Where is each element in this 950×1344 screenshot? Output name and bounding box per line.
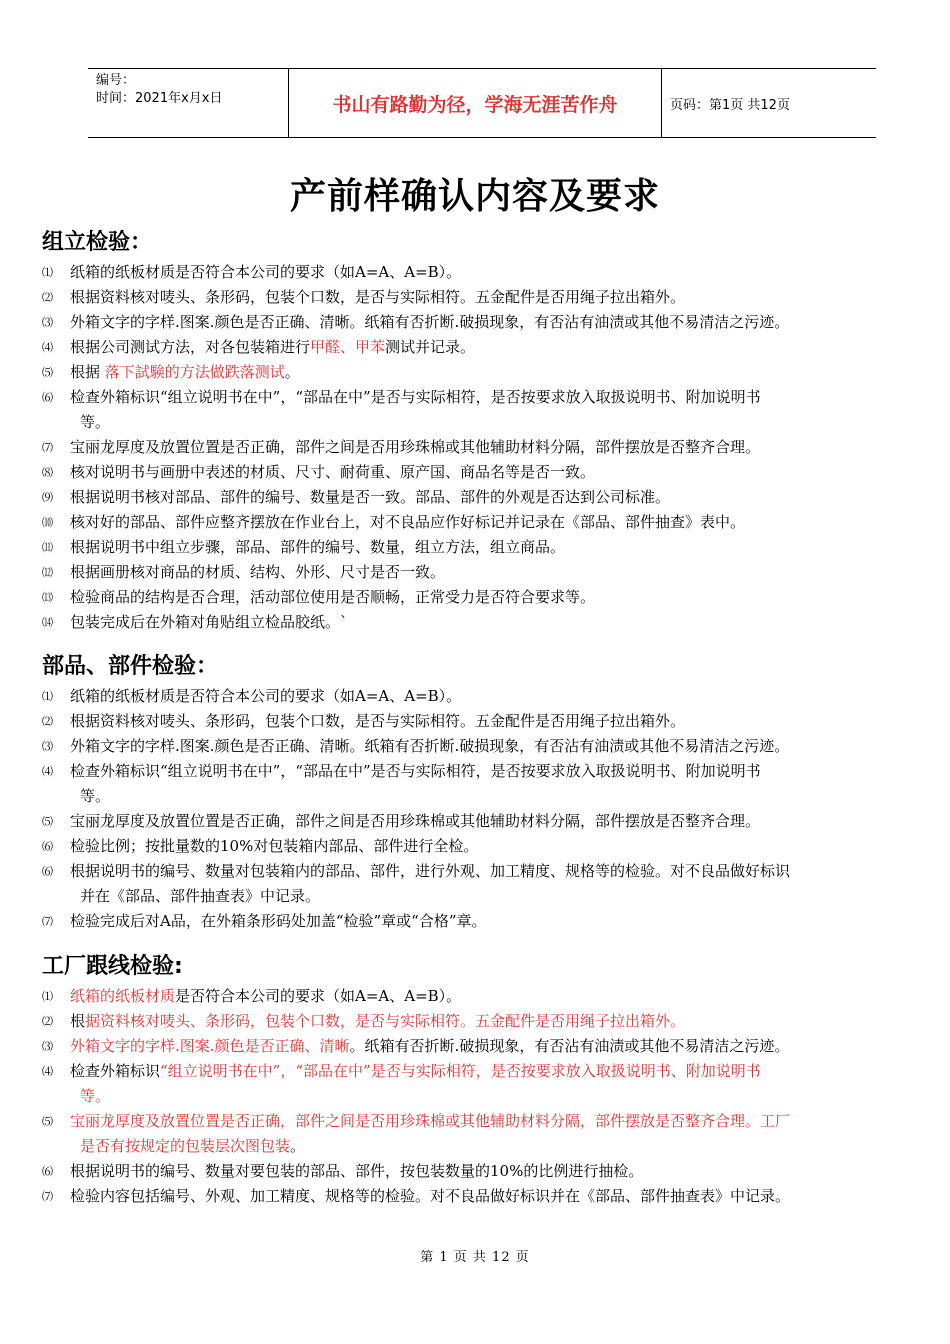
item-number: ⑶ <box>42 1040 53 1053</box>
item-continuation <box>70 1084 920 1109</box>
item-text-plain: 。 <box>290 1137 306 1155</box>
item-number: ⑹ <box>42 865 53 878</box>
item-text-plain: 根据画册核对商品的材质、结构、外形、尺寸是否一致。 <box>70 563 446 581</box>
item-text <box>70 834 920 859</box>
item-text <box>70 809 920 834</box>
item-number: ⑴ <box>42 990 53 1003</box>
list-item <box>0 610 950 635</box>
section-title: 部品、部件检验： <box>42 654 219 679</box>
item-text-plain: 检查外箱标识“组立说明书在中”，“部品在中”是否与实际相符，是否按要求放入取扱说明书、附加说明书 <box>70 762 761 780</box>
item-number: ⑵ <box>42 715 53 728</box>
list-item <box>0 335 950 360</box>
header-meta <box>88 69 288 137</box>
item-text <box>70 460 920 485</box>
item-text-plain: 根据资料核对唛头、条形码，包装个口数，是否与实际相符。五金配件是否用绳子拉出箱外。 <box>70 288 686 306</box>
list-item <box>0 1184 950 1209</box>
item-text-plain: 宝丽龙厚度及放置位置是否正确，部件之间是否用珍珠棉或其他辅助材料分隔，部件摆放是否整齐合理。 <box>70 438 761 456</box>
item-number: ⑺ <box>42 441 53 454</box>
item-text <box>70 1159 920 1184</box>
list-item <box>0 1009 950 1034</box>
list-item <box>0 360 950 385</box>
item-text <box>70 310 920 335</box>
list-item <box>0 1059 950 1109</box>
item-list <box>0 684 950 934</box>
item-number: ⑿ <box>42 566 53 579</box>
item-text-highlight: 落下試験的方法做跌落测试 <box>104 363 285 381</box>
item-text-highlight: 甲醛、甲苯 <box>310 338 386 356</box>
list-item <box>0 1159 950 1184</box>
item-text-plain: 根据说明书的编号、数量对要包装的部品、部件，按包装数量的10%的比例进行抽检。 <box>70 1162 644 1180</box>
list-item <box>0 834 950 859</box>
item-text <box>70 485 920 510</box>
item-text-plain: 外箱文字的字样.图案.颜色是否正确、清晰。纸箱有否折断.破损现象，有否沾有油渍或其他不易清洁之污迹。 <box>70 737 790 755</box>
item-text-plain: 检验比例；按批量数的10%对包装箱内部品、部件进行全检。 <box>70 837 479 855</box>
item-text-plain: 宝丽龙厚度及放置位置是否正确，部件之间是否用珍珠棉或其他辅助材料分隔，部件摆放是否整齐合理。 <box>70 812 761 830</box>
item-number: ⑺ <box>42 1190 53 1203</box>
section-title: 组立检验： <box>42 230 153 255</box>
list-item <box>0 984 950 1009</box>
section-parts-inspection <box>0 650 950 934</box>
item-text <box>70 759 920 784</box>
list-item <box>0 435 950 460</box>
list-item <box>0 684 950 709</box>
list-item <box>0 385 950 435</box>
item-text-plain: 是否符合本公司的要求（如A=A、A=B）。 <box>175 987 462 1005</box>
item-continuation <box>70 784 920 809</box>
item-number: ⑾ <box>42 541 53 554</box>
list-item <box>0 1109 950 1159</box>
item-list <box>0 984 950 1209</box>
item-text-highlight: 是否有按规定的包装层次图包装 <box>80 1137 291 1155</box>
list-item <box>0 809 950 834</box>
item-number: ⑴ <box>42 690 53 703</box>
item-number: ⑸ <box>42 1115 53 1128</box>
item-text-plain: 。 <box>284 363 300 381</box>
list-item <box>0 585 950 610</box>
item-text <box>70 1034 920 1059</box>
item-text <box>70 1184 920 1209</box>
item-text-highlight: 等。 <box>80 1087 111 1105</box>
list-item <box>0 260 950 285</box>
header-table <box>88 68 876 138</box>
item-text-plain: 纸箱的纸板材质是否符合本公司的要求（如A=A、A=B）。 <box>70 687 462 705</box>
item-text <box>70 1009 920 1034</box>
list-item <box>0 560 950 585</box>
list-item <box>0 909 950 934</box>
item-text <box>70 560 920 585</box>
item-text-plain: 根据资料核对唛头、条形码，包装个口数，是否与实际相符。五金配件是否用绳子拉出箱外。 <box>70 712 686 730</box>
list-item <box>0 734 950 759</box>
item-text-highlight: 纸箱的纸板材质 <box>70 987 176 1005</box>
item-text-plain: 根据说明书的编号、数量对包装箱内的部品、部件，进行外观、加工精度、规格等的检验。对不良品做好标识 <box>70 862 791 880</box>
item-text <box>70 684 920 709</box>
item-text <box>70 385 920 410</box>
code-label: 编号： <box>96 73 136 88</box>
item-text-highlight: 据资料核对唛头、条形码，包装个口数，是否与实际相符。五金配件是否用绳子拉出箱外。 <box>85 1012 686 1030</box>
document-title: 产前样确认内容及要求 <box>289 176 660 217</box>
list-item <box>0 460 950 485</box>
item-number: ⑵ <box>42 1015 53 1028</box>
item-number: ⑵ <box>42 291 53 304</box>
list-item <box>0 510 950 535</box>
item-text-plain: 。纸箱有否折断.破损现象，有否沾有油渍或其他不易清洁之污迹。 <box>349 1037 790 1055</box>
item-number: ⑷ <box>42 341 53 354</box>
time-label: 时间：2021年x月x日 <box>96 91 223 106</box>
item-text-plain: 等。 <box>80 787 111 805</box>
item-text <box>70 709 920 734</box>
item-text <box>70 859 920 884</box>
item-number: ⑸ <box>42 815 53 828</box>
list-item <box>0 859 950 909</box>
list-item <box>0 285 950 310</box>
section-title: 工厂跟线检验: <box>42 954 183 979</box>
item-text-plain: 纸箱的纸板材质是否符合本公司的要求（如A=A、A=B）。 <box>70 263 462 281</box>
item-list <box>0 260 950 635</box>
item-text-highlight: 宝丽龙厚度及放置位置是否正确，部件之间是否用珍珠棉或其他辅助材料分隔，部件摆放是否整齐合理。工厂 <box>70 1112 791 1130</box>
item-number: ⑴ <box>42 266 53 279</box>
page-footer: 第 1 页 共 12 页 <box>420 1250 530 1265</box>
item-text-plain: 核对说明书与画册中表述的材质、尺寸、耐荷重、原产国、商品名等是否一致。 <box>70 463 596 481</box>
item-text-plain: 根据说明书中组立步骤，部品、部件的编号、数量，组立方法，组立商品。 <box>70 538 566 556</box>
item-text-plain: 核对好的部品、部件应整齐摆放在作业台上，对不良品应作好标记并记录在《部品、部件抽查》表中。 <box>70 513 746 531</box>
item-text <box>70 360 920 385</box>
item-text <box>70 435 920 460</box>
list-item <box>0 709 950 734</box>
item-text-plain: 外箱文字的字样.图案.颜色是否正确、清晰。纸箱有否折断.破损现象，有否沾有油渍或其他不易清洁之污迹。 <box>70 313 790 331</box>
item-number: ⒀ <box>42 591 53 604</box>
item-number: ⑽ <box>42 516 53 529</box>
item-text-highlight: 外箱文字的字样.图案.颜色是否正确、清晰 <box>70 1037 350 1055</box>
item-continuation <box>70 884 920 909</box>
item-text <box>70 734 920 759</box>
item-number: ⑷ <box>42 1065 53 1078</box>
item-text <box>70 984 920 1009</box>
item-continuation <box>70 1134 920 1159</box>
item-text <box>70 585 920 610</box>
item-text <box>70 260 920 285</box>
item-number: ⑶ <box>42 740 53 753</box>
item-text <box>70 909 920 934</box>
item-text <box>70 510 920 535</box>
list-item <box>0 485 950 510</box>
list-item <box>0 759 950 809</box>
section-assembly-inspection <box>0 226 950 635</box>
item-text-plain: 根据公司测试方法，对各包装箱进行 <box>70 338 311 356</box>
list-item <box>0 535 950 560</box>
item-number: ⑹ <box>42 391 53 404</box>
item-text <box>70 610 920 635</box>
item-text-plain: 根据 <box>70 363 105 381</box>
item-number: ⑸ <box>42 366 53 379</box>
item-text <box>70 285 920 310</box>
header-motto: 书山有路勤为径，学海无涯苦作舟 <box>288 69 662 137</box>
list-item <box>0 1034 950 1059</box>
item-text <box>70 335 920 360</box>
section-factory-inspection <box>0 950 950 1209</box>
item-text-highlight: “组立说明书在中”，“部品在中”是否与实际相符，是否按要求放入取扱说明书、附加说明书 <box>160 1062 761 1080</box>
item-text-plain: 根 <box>70 1012 86 1030</box>
item-continuation <box>70 410 920 435</box>
item-number: ⑼ <box>42 491 53 504</box>
item-text <box>70 535 920 560</box>
item-text-plain: 检验商品的结构是否合理，活动部位使用是否顺畅，正常受力是否符合要求等。 <box>70 588 596 606</box>
item-text-plain: 根据说明书核对部品、部件的编号、数量是否一致。部品、部件的外观是否达到公司标准。 <box>70 488 671 506</box>
item-text-plain: 并在《部品、部件抽查表》中记录。 <box>80 887 321 905</box>
item-number: ⑹ <box>42 1165 53 1178</box>
header-page-code: 页码：第1页 共12页 <box>670 97 790 113</box>
item-number: ⑷ <box>42 765 53 778</box>
item-text-plain: 等。 <box>80 413 111 431</box>
item-text <box>70 1059 920 1084</box>
item-text <box>70 1109 920 1134</box>
item-text-plain: 测试并记录。 <box>385 338 476 356</box>
item-text-plain: 检验内容包括编号、外观、加工精度、规格等的检验。对不良品做好标识并在《部品、部件抽查表》中记录。 <box>70 1187 791 1205</box>
item-text-plain: 包装完成后在外箱对角贴组立检品胶纸。` <box>70 613 348 631</box>
item-number: ⒁ <box>42 616 53 629</box>
item-text-plain: 检验完成后对A品，在外箱条形码处加盖“检验”章或“合格”章。 <box>70 912 487 930</box>
item-number: ⑹ <box>42 840 53 853</box>
item-number: ⑺ <box>42 915 53 928</box>
item-text-plain: 检查外箱标识“组立说明书在中”，“部品在中”是否与实际相符，是否按要求放入取扱说明书、附加说明书 <box>70 388 761 406</box>
item-text-plain: 检查外箱标识 <box>70 1062 161 1080</box>
item-number: ⑻ <box>42 466 53 479</box>
item-number: ⑶ <box>42 316 53 329</box>
list-item <box>0 310 950 335</box>
